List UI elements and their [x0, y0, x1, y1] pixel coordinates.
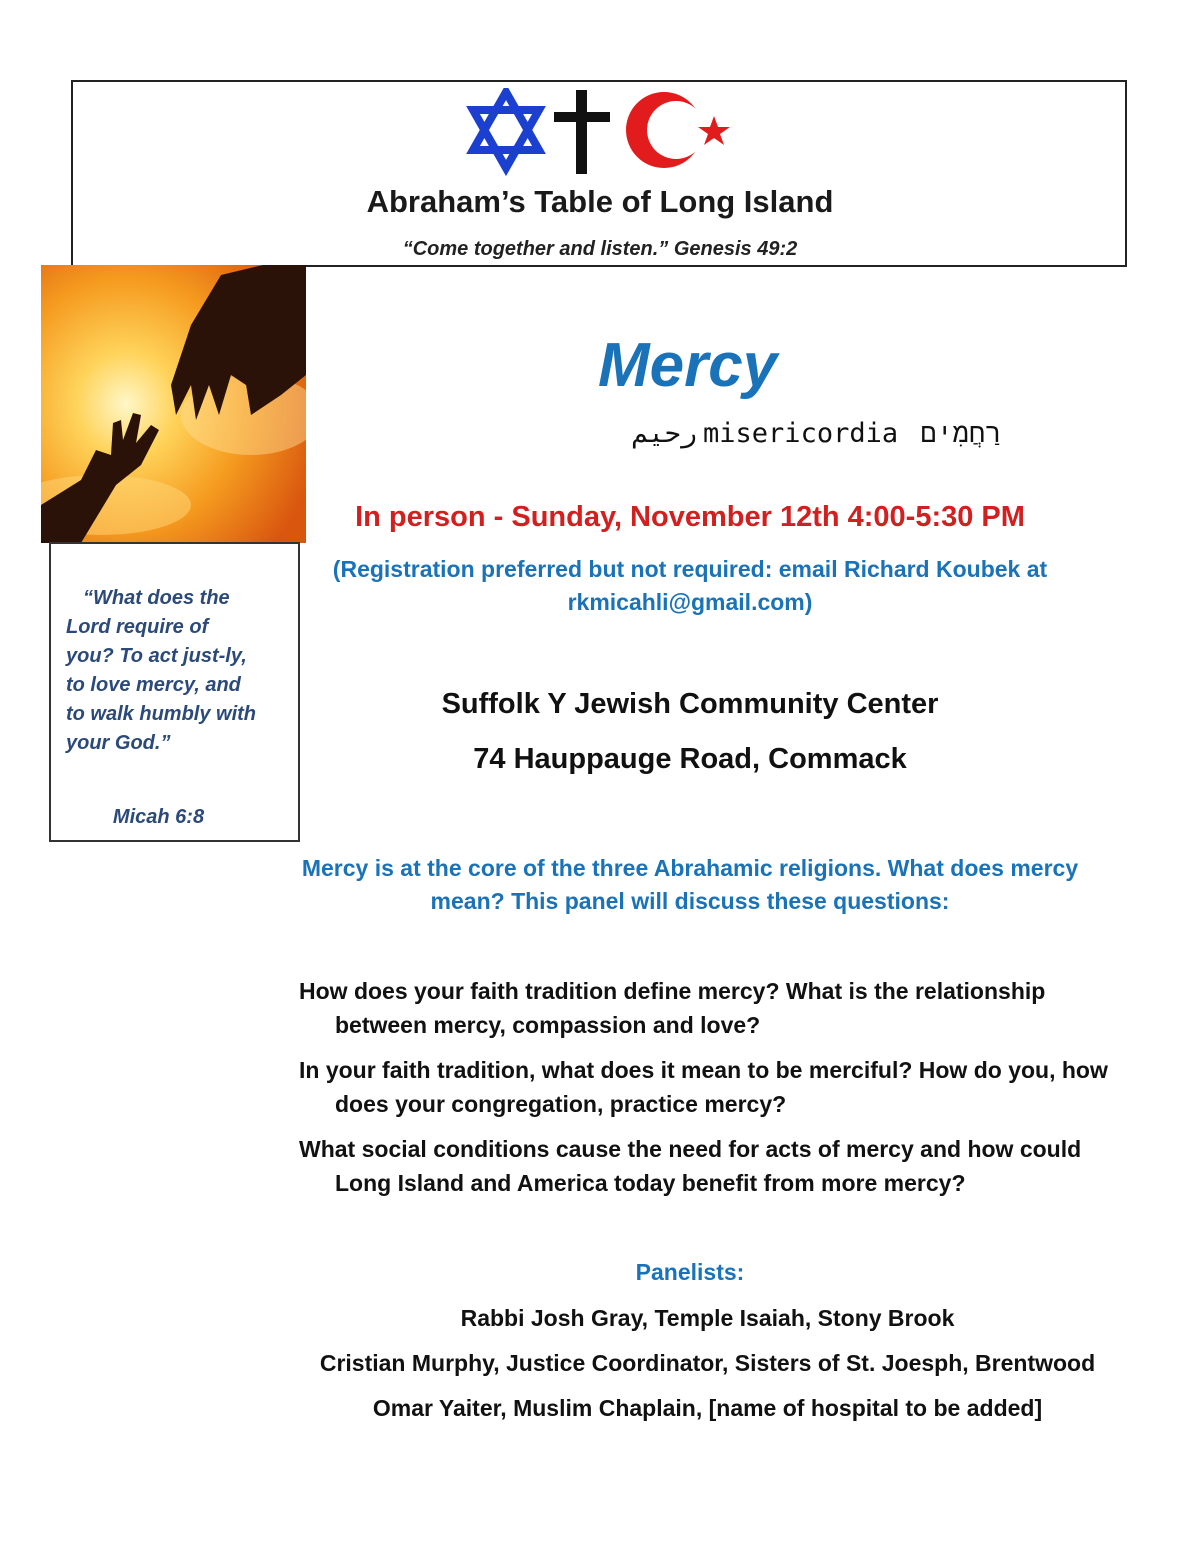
panelist-item: Omar Yaiter, Muslim Chaplain, [name of hospital to be added]: [372, 1395, 1043, 1421]
quote-box: [49, 542, 300, 842]
cross-icon: [554, 90, 610, 174]
event-title: Mercy: [598, 331, 778, 400]
micah-quote: “What does the Lord require of you? To act just-ly, to love mercy, and to walk humbly with your God.”: [66, 587, 257, 754]
translation-latin: misericordia: [703, 418, 899, 449]
question-list: [299, 974, 1129, 1211]
question-item: What social conditions cause the need for acts of mercy and how could Long Island and America today benefit from more mercy?: [299, 1136, 1082, 1196]
venue-address: 74 Hauppauge Road, Commack: [473, 743, 907, 775]
quote-reference: Micah 6:8: [112, 806, 205, 828]
translation-arabic: رحيم: [632, 418, 698, 449]
panelists-heading: Panelists:: [635, 1259, 745, 1285]
org-title: Abraham’s Table of Long Island: [366, 184, 834, 219]
venue-name: Suffolk Y Jewish Community Center: [441, 688, 939, 720]
panelist-item: Rabbi Josh Gray, Temple Isaiah, Stony Brook: [460, 1305, 955, 1331]
star-of-david-icon: [473, 92, 539, 168]
mercy-translations: [632, 418, 1007, 451]
interfaith-symbols: [466, 88, 736, 176]
org-tagline: “Come together and listen.” Genesis 49:2: [402, 238, 798, 260]
event-datetime: In person - Sunday, November 12th 4:00-5:30 PM: [355, 501, 1025, 533]
question-item: In your faith tradition, what does it mean to be merciful? How do you, how does your congregation, practice mercy?: [299, 1057, 1108, 1117]
crescent-star-icon: [626, 92, 730, 168]
question-item: How does your faith tradition define mercy? What is the relationship between mercy, compassion and love?: [299, 978, 1046, 1038]
panelist-list: [300, 1300, 1115, 1435]
registration-note: (Registration preferred but not required: email Richard Koubek at rkmicahli@gmail.com): [332, 556, 1048, 615]
intro-paragraph: Mercy is at the core of the three Abrahamic religions. What does mercy mean? This panel will discuss these questions:: [301, 855, 1079, 914]
panelist-item: Cristian Murphy, Justice Coordinator, Sisters of St. Joesph, Brentwood: [319, 1350, 1096, 1376]
translation-hebrew: רַחֲמִים: [920, 418, 1002, 449]
